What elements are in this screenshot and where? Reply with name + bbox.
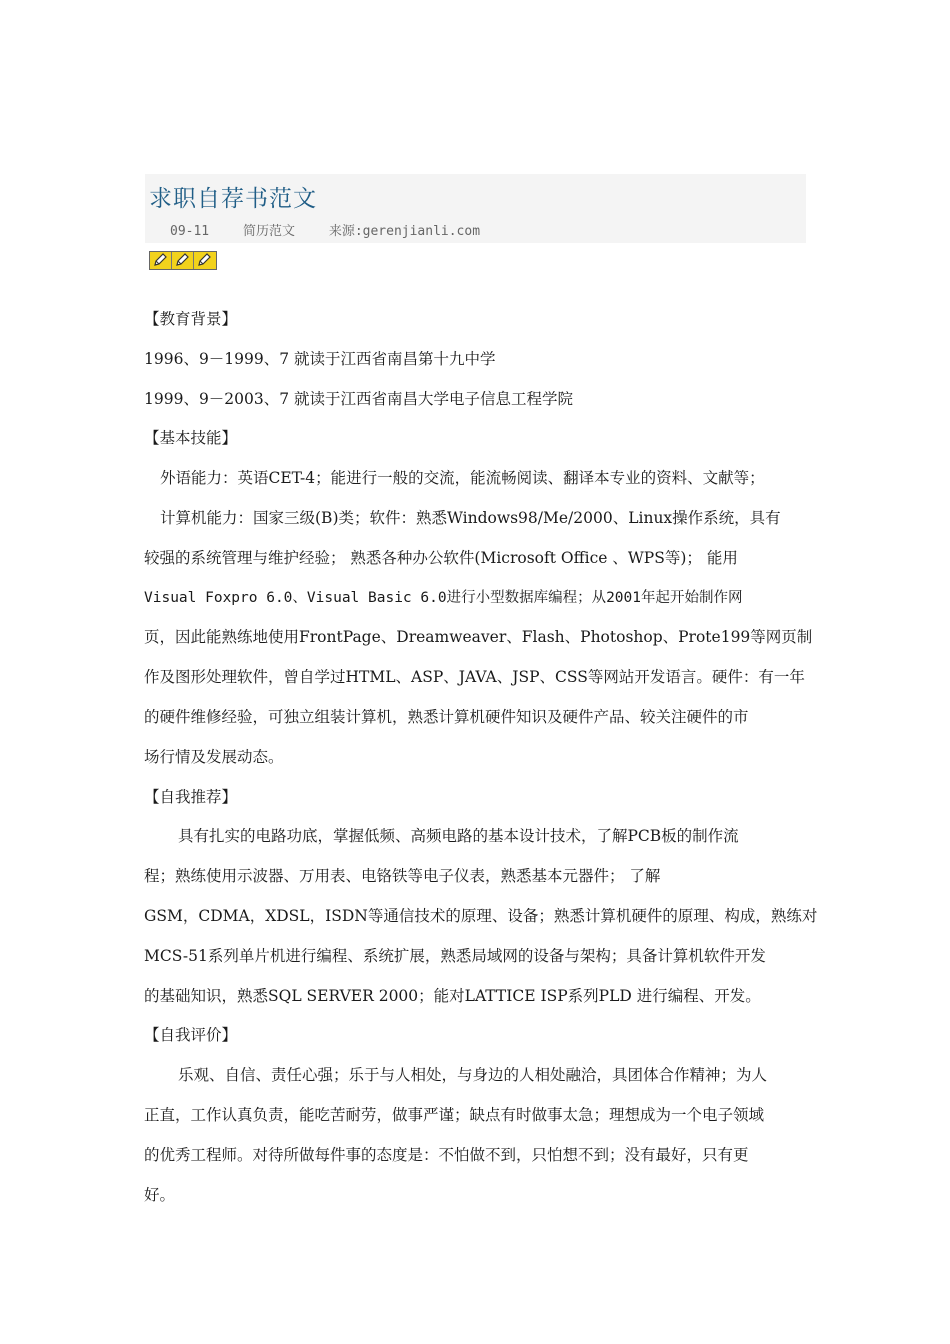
recommendation-line: 程；熟练使用示波器、万用表、电铬铁等电子仪表，熟悉基本元器件； 了解: [144, 867, 661, 886]
skills-line: 作及图形处理软件，曾自学过HTML、ASP、JAVA、JSP、CSS等网站开发语言。硬件：有一年: [144, 668, 805, 687]
evaluation-line: 好。: [144, 1185, 176, 1204]
pencil-icon: [194, 252, 216, 269]
article-meta: [170, 220, 506, 239]
skills-line: 场行情及发展动态。: [144, 747, 284, 766]
section-heading-evaluation: 【自我评价】: [144, 1026, 238, 1045]
skills-line: 计算机能力：国家三级(B)类；软件：熟悉Windows98/Me/2000、Linux操作系统，具有: [160, 508, 781, 527]
recommendation-line: MCS-51系列单片机进行编程、系统扩展，熟悉局域网的设备与架构；具备计算机软件开发: [144, 946, 766, 965]
pencil-icon: [150, 252, 172, 269]
section-heading-education: 【教育背景】: [144, 310, 238, 328]
recommendation-line: 具有扎实的电路功底，掌握低频、高频电路的基本设计技术，了解PCB板的制作流: [178, 827, 739, 846]
article-header: [145, 174, 806, 243]
article-date: 09-11: [170, 224, 210, 239]
section-heading-recommendation: 【自我推荐】: [144, 787, 238, 806]
education-line: 1996、9－1999、7 就读于江西省南昌第十九中学: [144, 349, 496, 368]
section-heading-skills: 【基本技能】: [144, 429, 238, 448]
page-title: 求职自荐书范文: [149, 186, 317, 212]
education-line: 1999、9－2003、7 就读于江西省南昌大学电子信息工程学院: [144, 389, 574, 408]
article-body: [144, 300, 818, 1215]
rating-bar: [149, 251, 217, 270]
skills-line: Visual Foxpro 6.0、Visual Basic 6.0进行小型数据库编程；从2001年起开始制作网: [144, 589, 743, 606]
recommendation-line: GSM，CDMA，XDSL，ISDN等通信技术的原理、设备；熟悉计算机硬件的原理、构成，熟练对: [144, 906, 818, 925]
evaluation-line: 乐观、自信、责任心强；乐于与人相处，与身边的人相处融洽，具团体合作精神；为人: [178, 1066, 768, 1085]
skills-line: 外语能力：英语CET-4；能进行一般的交流，能流畅阅读、翻译本专业的资料、文献等；: [160, 469, 765, 488]
article-category[interactable]: 简历范文: [242, 224, 295, 239]
evaluation-line: 的优秀工程师。对待所做每件事的态度是：不怕做不到，只怕想不到；没有最好，只有更: [144, 1145, 749, 1164]
skills-line: 的硬件维修经验，可独立组装计算机，熟悉计算机硬件知识及硬件产品、较关注硬件的市: [144, 707, 749, 726]
evaluation-line: 正直，工作认真负责，能吃苦耐劳，做事严谨；缺点有时做事太急；理想成为一个电子领域: [144, 1105, 765, 1124]
recommendation-line: 的基础知识，熟悉SQL SERVER 2000；能对LATTICE ISP系列PLD 进行编程、开发。: [144, 986, 761, 1005]
article-source: 来源:gerenjianli.com: [328, 224, 481, 239]
skills-line: 页，因此能熟练地使用FrontPage、Dreamweaver、Flash、Photoshop、Prote199等网页制: [144, 628, 813, 647]
skills-line: 较强的系统管理与维护经验； 熟悉各种办公软件(Microsoft Office 、WPS等)； 能用: [144, 548, 738, 567]
pencil-icon: [172, 252, 194, 269]
